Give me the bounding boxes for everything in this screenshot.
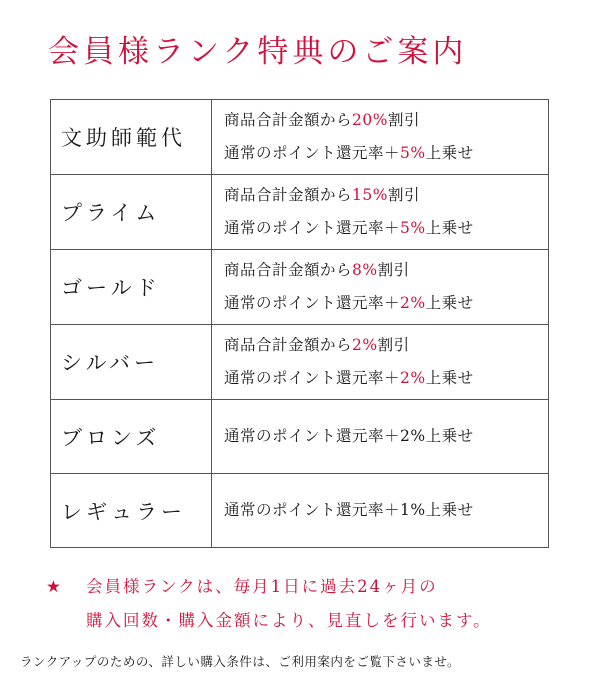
table-row bbox=[51, 250, 549, 325]
table-row bbox=[51, 325, 549, 400]
points-line: 通常のポイント還元率＋1%上乗せ bbox=[224, 501, 474, 519]
discount-line: 商品合計金額から2%割引 bbox=[224, 336, 410, 354]
points-line: 通常のポイント還元率＋2%上乗せ bbox=[224, 427, 474, 445]
rank-review-note bbox=[46, 570, 492, 638]
rank-name: レギュラー bbox=[51, 474, 212, 548]
rank-benefit bbox=[212, 250, 549, 325]
discount-value: 15% bbox=[352, 186, 388, 204]
points-value: 5% bbox=[400, 144, 426, 162]
rank-name: ブロンズ bbox=[51, 400, 212, 474]
rank-name: ゴールド bbox=[51, 250, 212, 325]
rank-benefit bbox=[212, 400, 549, 474]
star-icon: ★ bbox=[46, 577, 63, 596]
points-line: 通常のポイント還元率＋2%上乗せ bbox=[224, 369, 474, 387]
rank-benefit bbox=[212, 474, 549, 548]
table-row bbox=[51, 100, 549, 175]
rank-name: シルバー bbox=[51, 325, 212, 400]
note-line-1: ★ 会員様ランクは、毎月1日に過去24ヶ月の bbox=[46, 570, 492, 604]
table-row bbox=[51, 400, 549, 474]
rank-name: プライム bbox=[51, 175, 212, 250]
points-value: 2% bbox=[400, 369, 426, 387]
page-title: 会員様ランク特典のご案内 bbox=[48, 34, 468, 70]
rank-benefit bbox=[212, 100, 549, 175]
rank-benefits-table bbox=[50, 99, 549, 548]
discount-line: 商品合計金額から8%割引 bbox=[224, 261, 410, 279]
table-row bbox=[51, 474, 549, 548]
points-line: 通常のポイント還元率＋5%上乗せ bbox=[224, 219, 474, 237]
rank-benefit bbox=[212, 325, 549, 400]
points-line: 通常のポイント還元率＋5%上乗せ bbox=[224, 144, 474, 162]
discount-value: 2% bbox=[352, 336, 378, 354]
footer-text: ランクアップのための、詳しい購入条件は、ご利用案内をご覧下さいませ。 bbox=[20, 654, 461, 669]
discount-value: 8% bbox=[352, 261, 378, 279]
note-line-2: 購入回数・購入金額により、見直しを行います。 bbox=[86, 611, 492, 630]
rank-benefit bbox=[212, 175, 549, 250]
discount-value: 20% bbox=[352, 111, 388, 129]
discount-line: 商品合計金額から20%割引 bbox=[224, 111, 420, 129]
points-line: 通常のポイント還元率＋2%上乗せ bbox=[224, 294, 474, 312]
points-value: 2% bbox=[400, 294, 426, 312]
rank-name: 文助師範代 bbox=[51, 100, 212, 175]
points-value: 5% bbox=[400, 219, 426, 237]
table-row bbox=[51, 175, 549, 250]
discount-line: 商品合計金額から15%割引 bbox=[224, 186, 420, 204]
